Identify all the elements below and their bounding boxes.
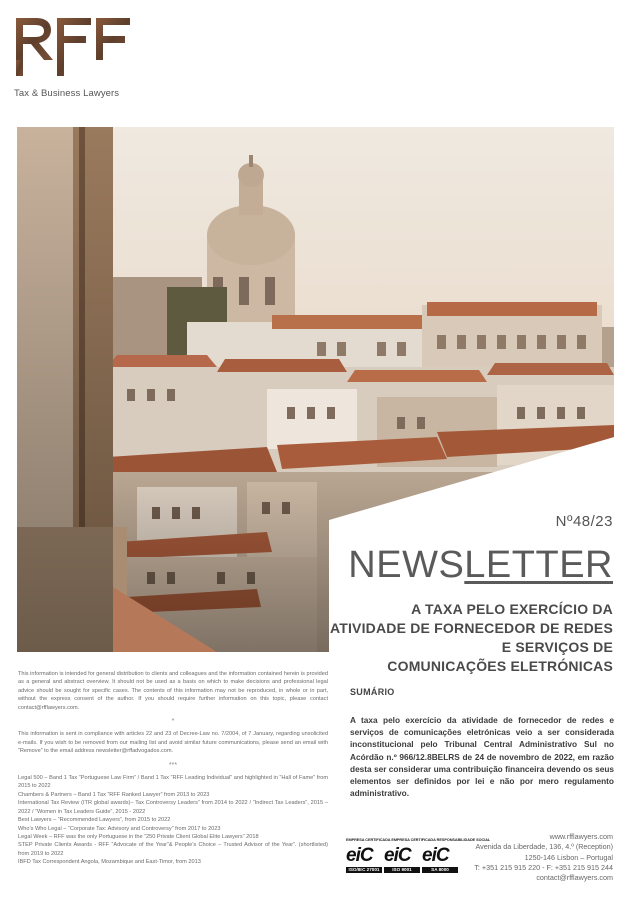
ranking-item: Chambers & Partners – Band 1 Tax “RFF Ranked Lawyer” from 2013 to 2023 <box>18 791 210 798</box>
summary-paragraph: A taxa pelo exercício da atividade de fornecedor de redes e serviços de comunicações eletrónicas veio a ser considerada inconstitucional pelo Tribunal Central Administrativo Sul no Acórdão n.º 966/12.8BELRS de 24 de novembro de 2022, em razão desta ser considerar uma contribuição financeira devendo os seus elementos ser definidos por lei e não por mero regulamento administrativo. <box>350 715 614 799</box>
title-part-letter: LETTER <box>464 544 613 586</box>
certification-badge-iso9001 <box>384 845 420 877</box>
separator: * <box>171 718 175 726</box>
certification-header: EMPRESA CERTIFICADA EMPRESA CERTIFICADA RESPONSABILIDADE SOCIAL <box>346 838 491 842</box>
certification-standard: ISO 9001 <box>384 867 420 873</box>
rff-logo-mark <box>14 16 132 86</box>
disclaimer-column <box>18 670 328 867</box>
ranking-item: International Tax Review (ITR global awards)– Tax Controversy Leaders” from 2014 to 2022 / “Indirect Tax Leaders”, 2015 – 2022 / “Women in Tax Leaders Guide”, 2015 - 2022 <box>18 800 328 815</box>
rff-logo <box>14 16 132 102</box>
eic-logo-icon: eiC <box>384 845 411 866</box>
certification-standard: SA 8000 <box>422 867 458 873</box>
unsubscribe-paragraph: This information is sent in compliance with articles 22 and 23 of Decree-Law no. 7/2004, of 7 January, regarding unsolicited e-mails. If you wish to be removed from our mailing list and avoid similar future communications, please send an email with “Remove” to the email address newsletter@rffadvogados.com. <box>18 731 328 755</box>
website-link[interactable]: www.rfflawyers.com <box>549 832 613 841</box>
ranking-item: Legal Week – RFF was the only Portuguese in the “250 Private Client Global Elite Lawyers” 2018 <box>18 833 259 840</box>
email-link[interactable]: contact@rfflawyers.com <box>536 873 613 883</box>
ranking-item: Who’s Who Legal – “Corporate Tax: Advisory and Controversy” from 2017 to 2023 <box>18 825 221 832</box>
rankings-list <box>18 774 328 866</box>
issue-number: Nº48/23 <box>555 513 613 530</box>
summary-heading: SUMÁRIO <box>350 687 395 697</box>
article-title-line: A TAXA PELO EXERCÍCIO DA <box>411 601 613 617</box>
disclaimer-paragraph: This information is intended for general distribution to clients and colleagues and the information contained herein is provided as a general and abstract overview. It should not be used as a basis on which to make decisions and professional legal advice should be sought for specific cases. The contents of this information may not be reproduced, in whole or in part, without the express consent of the author. If you should require further information on this topic, please contact contact@rfflawyers.com. <box>18 671 328 711</box>
article-title-line: E SERVIÇOS DE <box>501 639 613 655</box>
eic-logo-icon: eiC <box>346 845 373 866</box>
phone-fax: T: +351 215 915 220 - F: +351 215 915 244 <box>474 862 613 872</box>
ranking-item: Best Lawyers – “Recommended Lawyers”, from 2015 to 2022 <box>18 817 171 824</box>
title-part-news: NEWS <box>348 544 465 586</box>
separator: *** <box>168 761 178 769</box>
certification-standard: ISO/IEC 27001 <box>346 867 382 873</box>
certification-badge-iso27001 <box>346 845 382 877</box>
newsletter-title <box>348 546 613 584</box>
ranking-item: Legal 500 – Band 1 Tax “Portuguese Law Firm” / Band 1 Tax “RFF Leading Individual” and highlighted in “Hall of Fame” from 2015 to 2022 <box>18 775 328 790</box>
eic-logo-icon: eiC <box>422 845 449 866</box>
article-title <box>293 600 613 676</box>
article-title-line: COMUNICAÇÕES ELETRÓNICAS <box>387 658 613 674</box>
ranking-item: IBFD Tax Correspondent Angola, Mozambique and East-Timor, from 2013 <box>18 859 201 866</box>
ranking-item: STEP Private Clients Awards - RFF “Advocate of the Year”& People’s Choice – Trusted Advisor of the Year”. (shortlisted) from 2019 to 2022 <box>18 842 328 857</box>
logo-tagline: Tax & Business Lawyers <box>14 88 120 99</box>
article-title-line: ATIVIDADE DE FORNECEDOR DE REDES <box>329 620 613 636</box>
address-line: 1250-146 Lisbon – Portugal <box>524 852 613 862</box>
contact-block <box>443 832 613 883</box>
address-line: Avenida da Liberdade, 136, 4.º (Reception) <box>475 842 613 852</box>
